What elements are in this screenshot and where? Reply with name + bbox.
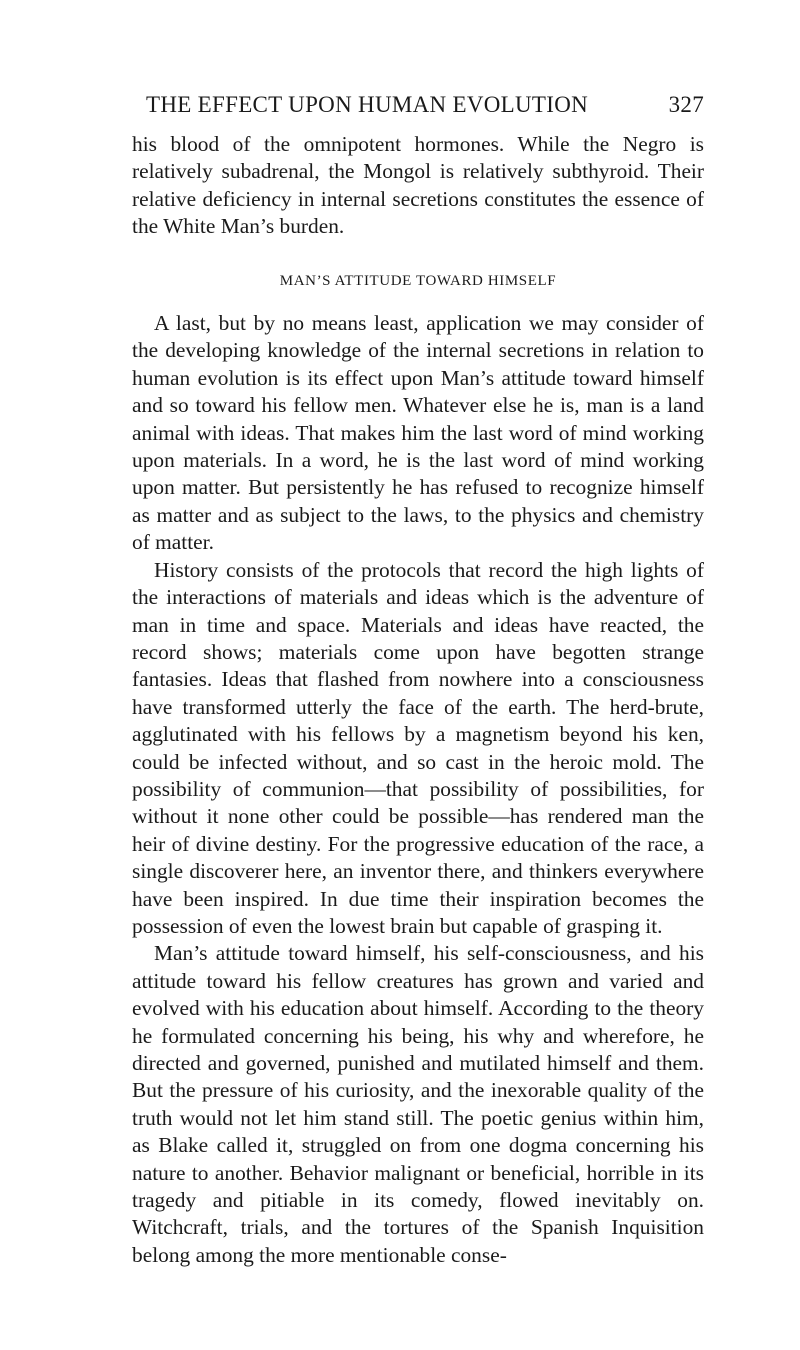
book-page <box>132 90 704 1269</box>
page-number: 327 <box>668 92 704 117</box>
paragraph: Man’s attitude toward himself, his self-consciousness, and his attitude toward his fellow creatures has grown and varied and evolved with his education about himself. According to the theory he formulated concerning his being, his why and wherefore, he directed and governed, punished and mutilated himself and them. But the pressure of his curiosity, and the inexorable quality of the truth would not let him stand still. The poetic genius within him, as Blake called it, struggled on from one dogma concerning his nature to another. Behavior malignant or beneficial, horrible in its tragedy and pitiable in its comedy, flowed inevitably on. Witchcraft, trials, and the tortures of the Spanish Inquisition belong among the more mentionable conse- <box>132 941 704 1267</box>
running-head <box>132 90 704 124</box>
section-heading: MAN’S ATTITUDE TOWARD HIMSELF <box>279 272 557 289</box>
paragraph: History consists of the protocols that record the high lights of the interactions of materials and ideas which is the adventure of man in time and space. Materials and ideas have reacted, the record shows; materials come upon have begotten strange fantasies. Ideas that flashed from nowhere into a consciousness have transformed utterly the face of the earth. The herd-brute, agglutinated with his fellows by a magnetism beyond his ken, could be infected without, and so cast in the heroic mold. The possibility of communion—that possibility of possibilities, for without it none other could be possible—has rendered man the heir of divine destiny. For the progressive education of the race, a single discoverer here, an inventor there, and thinkers everywhere have been inspired. In due time their inspiration becomes the possession of even the lowest brain but capable of grasping it. <box>132 557 704 938</box>
body-text <box>132 131 704 1269</box>
paragraph: A last, but by no means least, application we may consider of the developing knowledge of the internal secretions in relation to human evolution is its effect upon Man’s attitude toward himself and so toward his fellow men. Whatever else he is, man is a land animal with ideas. That makes him the last word of mind working upon materials. In a word, he is the last word of mind working upon matter. But persistently he has refused to recognize himself as matter and as subject to the laws, to the physics and chemistry of matter. <box>132 311 704 555</box>
running-title: THE EFFECT UPON HUMAN EVOLUTION <box>146 92 589 117</box>
paragraph-continued: his blood of the omnipotent hormones. While the Negro is relatively subadrenal, the Mongol is relatively subthyroid. Their relative deficiency in internal secretions constitutes the essence of the White Man’s burden. <box>132 132 704 239</box>
